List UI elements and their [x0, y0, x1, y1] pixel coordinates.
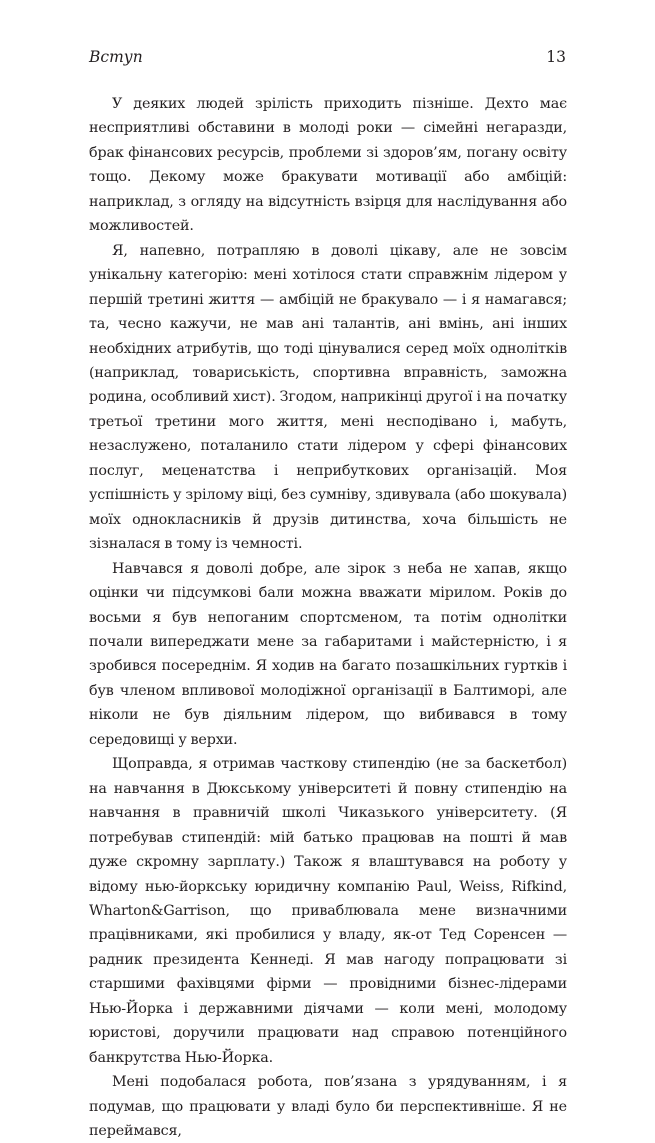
running-head [89, 48, 566, 72]
chapter-title: Вступ [89, 48, 143, 66]
body-text [89, 92, 567, 1143]
paragraph: Я, напевно, потрапляю в доволі цікаву, але не зовсім унікальну категорію: мені хотілося стати справжнім лідером у першій третині життя — амбіцій не бракувало — і я намагався; та, чесно кажучи, не мав ані талантів, ані вмінь, ані інших необхідних атрибутів, що тоді цінувалися серед моїх однолітків (наприклад, товариськість, спортивна вправність, заможна родина, особливий хист). Згодом, наприкінці другої і на початку третьої третини мого життя, мені несподівано і, мабуть, незаслужено, поталанило стати лідером у сфері фінансових послуг, меценатства і неприбуткових організацій. Моя успішність у зрілому віці, без сумніву, здивувала (або шокувала) моїх однокласників й друзів дитинства, хоча більшість не зізналася в тому із чемності. [89, 242, 567, 553]
paragraph: У деяких людей зрілість приходить пізніше. Дехто має несприятливі обставини в молоді роки — сімейні негаразди, брак фінансових ресурсів, проблеми зі здоров’ям, погану освіту тощо. Декому може бракувати мотивації або амбіцій: наприклад, з огляду на відсутність взірця для наслідування або можливостей. [89, 96, 567, 235]
page-number: 13 [546, 48, 566, 66]
paragraph: Навчався я доволі добре, але зірок з неба не хапав, якщо оцінки чи підсумкові бали можна вважати мірилом. Років до восьми я був непоганим спортсменом, та потім однолітки почали випереджати мене за габаритами і майстерністю, і я зробився посереднім. Я ходив на багато позашкільних гуртків і був членом впливової молодіжної організації в Балтиморі, але ніколи не був діяльним лідером, що вибивався в тому середовищі у верхи. [89, 560, 567, 748]
paragraph: Мені подобалася робота, пов’язана з урядуванням, і я подумав, що працювати у владі було би перспективніше. Я не переймався, [89, 1074, 567, 1140]
paragraph: Щоправда, я отримав часткову стипендію (не за баскетбол) на навчання в Дюкському університеті й повну стипендію на навчання в правничій школі Чиказького університету. (Я потребував стипендій: мій батько працював на пошті й мав дуже скромну зарплату.) Також я влаштувався на роботу у відому нью-йоркську юридичну компанію Paul, Weiss, Rifkind, Wharton&Garrison, що приваблювала мене визначними працівниками, які пробилися у владу, як-от Тед Соренсен — радник президента Кеннеді. Я мав нагоду попрацювати зі старшими фахівцями фірми — провідними бізнес-лідерами Нью-Йорка і державними діячами — коли мені, молодому юристові, доручили працювати над справою потенційного банкрутства Нью-Йорка. [89, 756, 567, 1066]
